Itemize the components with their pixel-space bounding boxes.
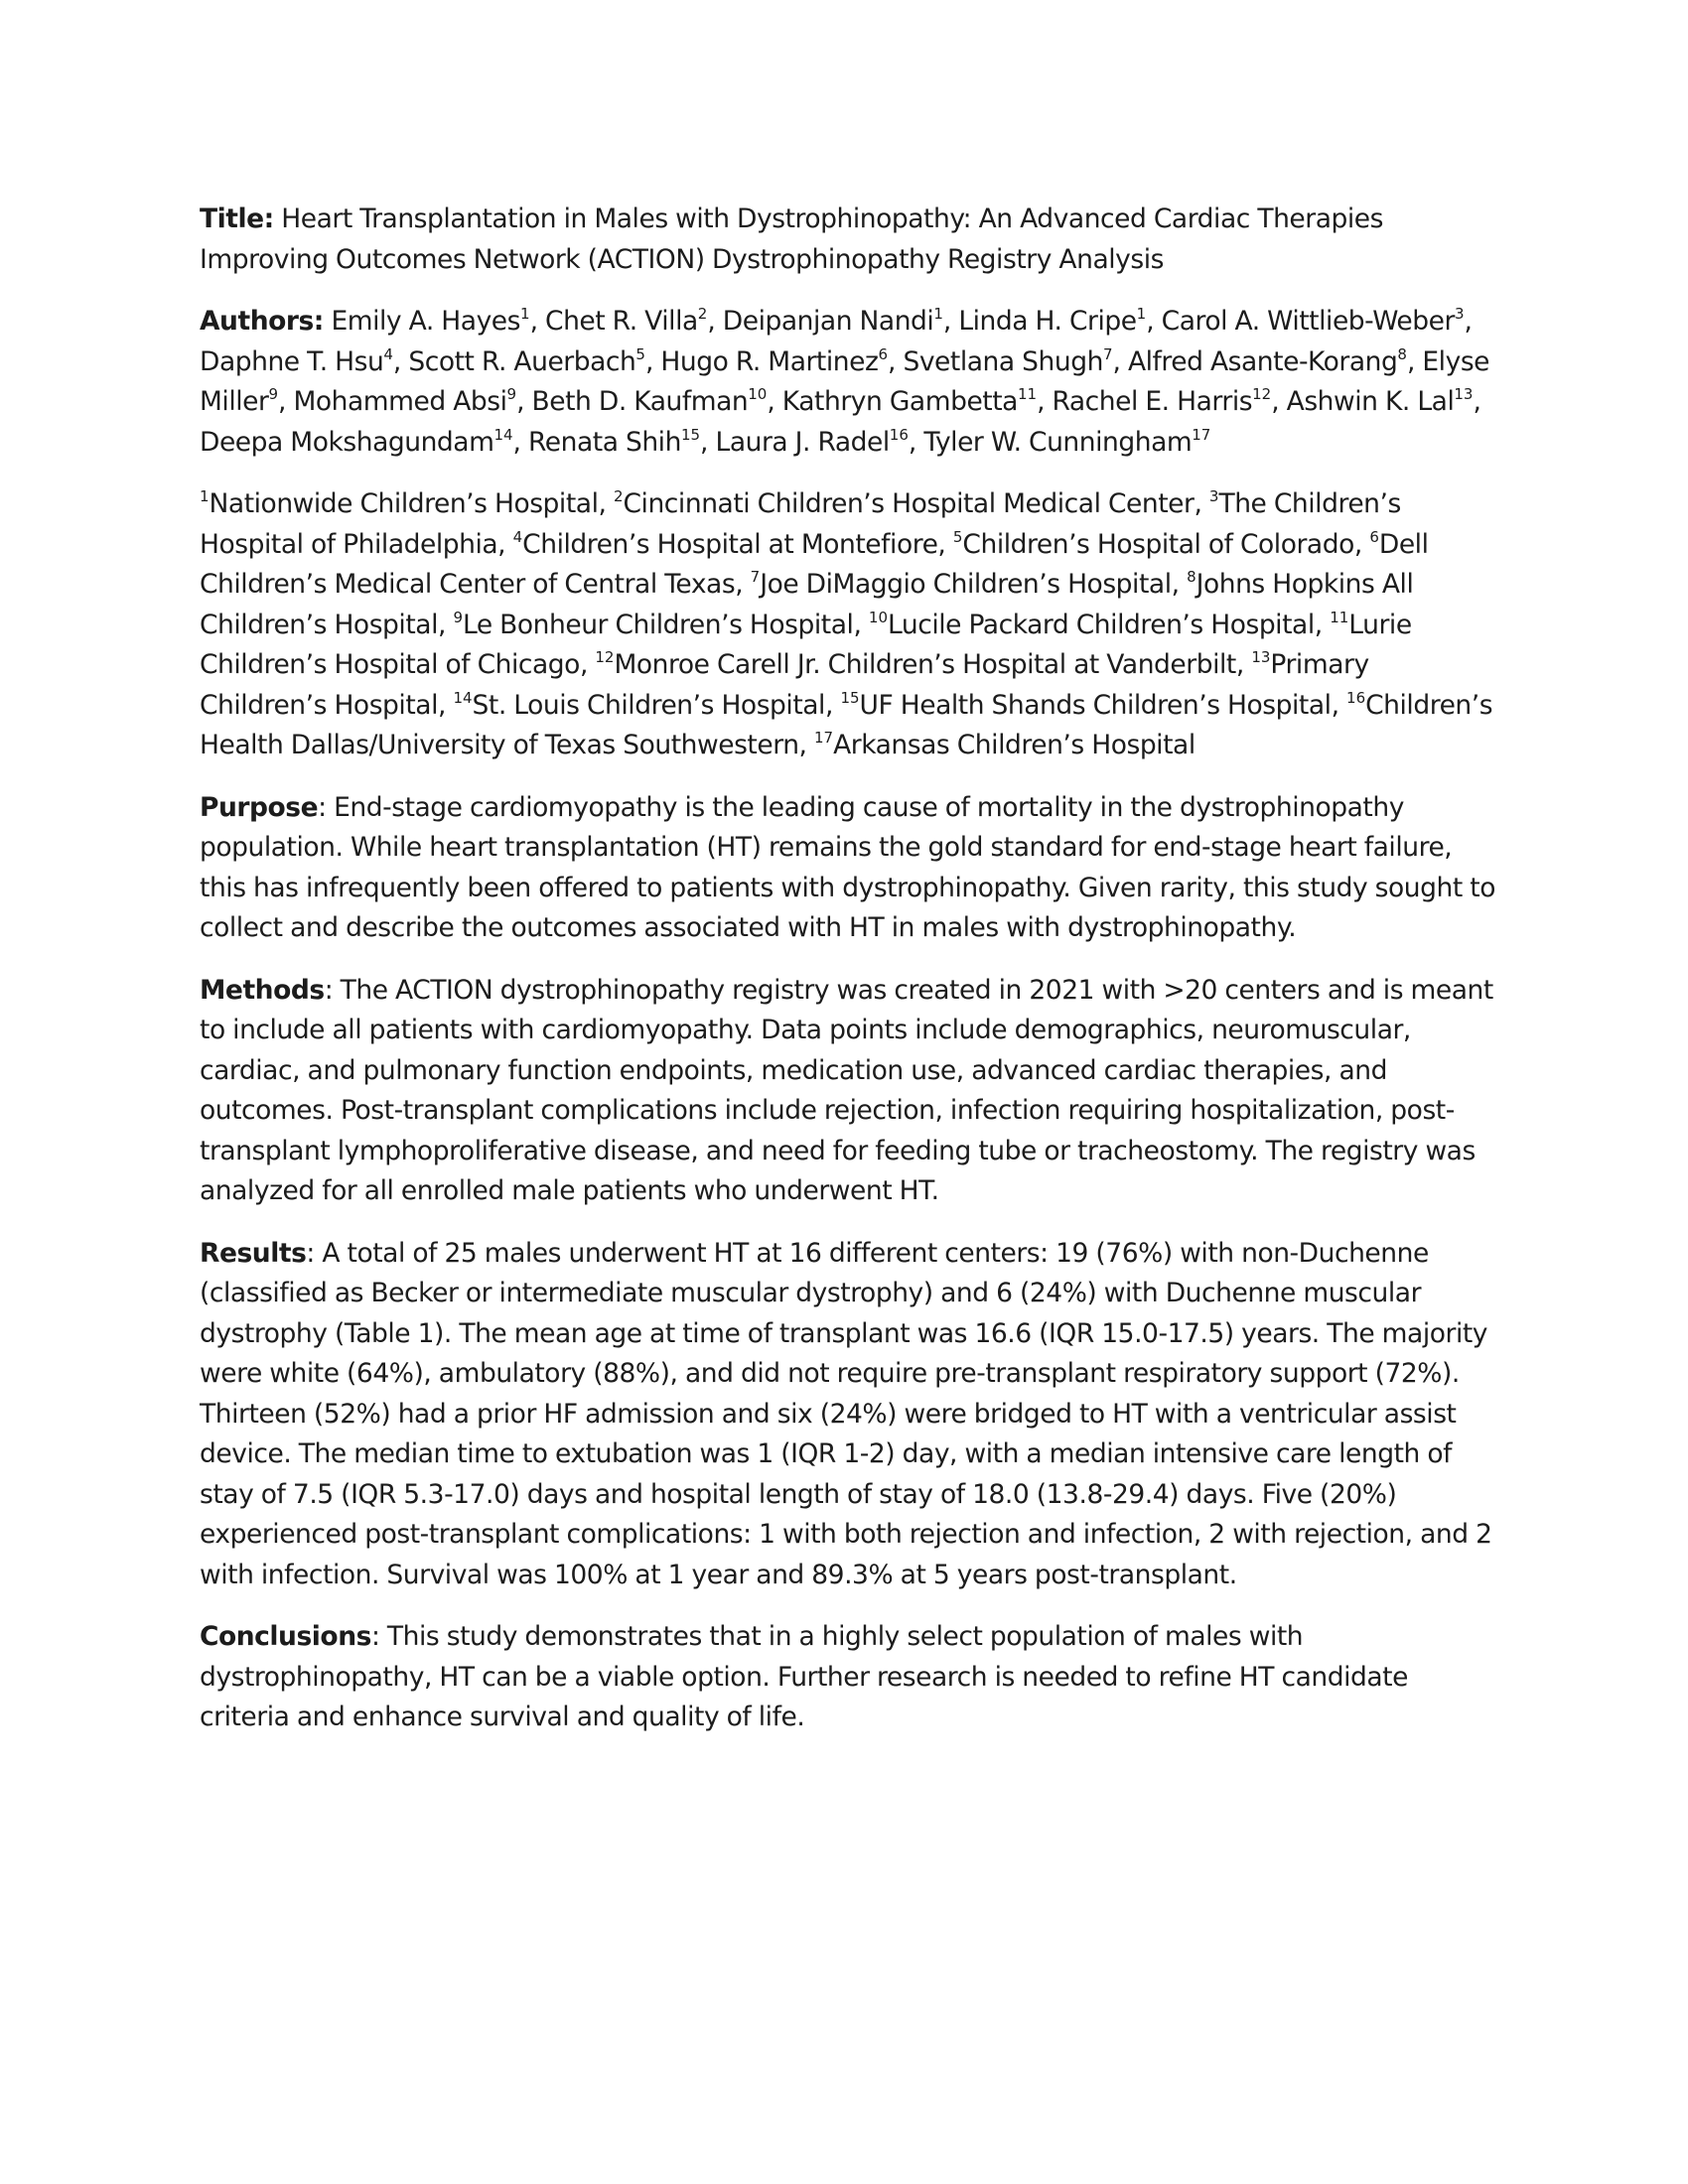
author-affiliation-number: 2 [697, 305, 708, 323]
authors-label: Authors: [200, 306, 324, 337]
authors-list: Emily A. Hayes$^1$, Chet R. Villa$^2$, Deipanjan Nandi$^1$, Linda H. Cripe$^1$, Carol A. Wittlieb-Weber$^3$, Daphne T. Hsu$^4$, Scott R. Auerbach$^5$, Hugo R. Martinez$^6$, Svetlana Shugh$^7$, Alfred Asante-Korang$^8$, Elyse Miller$^9$, Mohammed Absi$^9$, Beth D. Kaufman$^{10}$, Kathryn Gambetta$^{11}$, Rachel E. Harris$^{12}$, Ashwin K. Lal$^{13}$, Deepa Mokshagundam$^{14}$, Renata Shih$^{15}$, Laura J. Radel$^{16}$, Tyler W. Cunningham$^{17}$ [200, 305, 1490, 458]
affiliation-number: 3 [1208, 487, 1219, 505]
affiliation-number: 10 [868, 608, 888, 626]
conclusions-label: Conclusions [200, 1621, 371, 1652]
purpose-text: End-stage cardiomyopathy is the leading cause of mortality in the dystrophinopathy population. While heart transplantation (HT) remains the gold standard for end-stage heart failure, this has infrequently been offered to patients with dystrophinopathy. Given rarity, this study sought to collect and describe the outcomes associated with HT in males with dystrophinopathy. [200, 791, 1495, 943]
affiliation-name: Lurie Children’s Hospital of Chicago [200, 609, 1412, 680]
author-affiliation-number: 10 [748, 385, 768, 403]
affiliation-name: UF Health Shands Children’s Hospital [859, 689, 1332, 721]
affiliation-name: Arkansas Children’s Hospital [833, 730, 1196, 760]
affiliation-name: Children’s Health Dallas/University of Texas Southwestern [200, 689, 1493, 760]
author-affiliation-number: 12 [1252, 385, 1272, 403]
author-name: Alfred Asante-Korang [1127, 345, 1398, 377]
purpose-label: Purpose [200, 791, 319, 823]
purpose-section: Purpose: End-stage cardiomyopathy is the leading cause of mortality in the dystrophinopathy population. While heart transplantation (HT) remains the gold standard for end-stage heart failure, this has infrequently been offered to patients with dystrophinopathy. Given rarity, this study sought to collect and describe the outcomes associated with HT in males with dystrophinopathy. [200, 791, 1495, 943]
author-affiliation-number: 3 [1454, 305, 1465, 323]
title-section [200, 200, 1500, 280]
affiliation-number: 8 [1187, 568, 1196, 586]
author-affiliation-number: 17 [1192, 425, 1211, 444]
methods-text: The ACTION dystrophinopathy registry was created in 2021 with >20 centers and is meant to include all patients with cardiomyopathy. Data points include demographics, neuromuscular, cardiac, and pulmonary function endpoints, medication use, advanced cardiac therapies, and outcomes. Post-transplant complications include rejection, infection requiring hospitalization, post-transplant lymphoproliferative disease, and need for feeding tube or tracheostomy. The registry was analyzed for all enrolled male patients who underwent HT. [200, 974, 1493, 1206]
affiliation-number: 7 [750, 568, 761, 586]
author-affiliation-number: 9 [506, 385, 517, 403]
affiliation-name: Joe DiMaggio Children’s Hospital [760, 569, 1172, 600]
affiliation-number: 12 [595, 648, 615, 666]
affiliation-number: 2 [613, 487, 624, 505]
author-affiliation-number: 4 [383, 344, 393, 363]
affiliation-name: St. Louis Children’s Hospital [472, 689, 825, 721]
affiliation-name: Le Bonheur Children’s Hospital [462, 609, 854, 640]
author-name: Hugo R. Martinez [660, 345, 879, 377]
affiliations-section: $^1$Nationwide Children’s Hospital, $^2$Cincinnati Children’s Hospital Medical Center, $^3$The Children’s Hospital of Philadelphia, $^4$Children’s Hospital at Montefiore, $^5$Children’s Hospital of Colorado, $^6$Dell Children’s Medical Center of Central Texas, $^7$Joe DiMaggio Children’s Hospital, $^8$Johns Hopkins All Children’s Hospital, $^9$Le Bonheur Children’s Hospital, $^{10}$Lucile Packard Children’s Hospital, $^{11}$Lurie Children’s Hospital of Chicago, $^{12}$Monroe Carell Jr. Children’s Hospital at Vanderbilt, $^{13}$Primary Children’s Hospital, $^{14}$St. Louis Children’s Hospital, $^{15}$UF Health Shands Children’s Hospital, $^{16}$Children’s Health Dallas/University of Texas Southwestern, $^{17}$Arkansas Children’s Hospital [200, 487, 1493, 760]
affiliation-number: 5 [952, 527, 963, 546]
title-text: Heart Transplantation in Males with Dystrophinopathy: An Advanced Cardiac Therapies Improving Outcomes Network (ACTION) Dystrophinopathy Registry Analysis [200, 204, 1384, 275]
author-name: Ashwin K. Lal [1286, 386, 1455, 417]
affiliation-number: 11 [1330, 608, 1349, 626]
author-name: Tyler W. Cunningham [923, 426, 1193, 458]
affiliation-number: 15 [840, 688, 860, 707]
results-label: Results [200, 1237, 307, 1269]
author-name: Deepa Mokshagundam [200, 426, 494, 458]
author-name: Elyse Miller [200, 345, 1490, 417]
author-affiliation-number: 6 [878, 344, 888, 363]
author-affiliation-number: 7 [1102, 344, 1113, 363]
methods-label: Methods [200, 974, 325, 1006]
affiliation-name: Nationwide Children’s Hospital [209, 488, 599, 519]
affiliation-name: Johns Hopkins All Children’s Hospital [200, 569, 1414, 640]
affiliation-number: 1 [200, 487, 210, 505]
author-name: Mohammed Absi [293, 386, 507, 417]
author-name: Rachel E. Harris [1052, 386, 1253, 417]
methods-section: Methods: The ACTION dystrophinopathy registry was created in 2021 with >20 centers and is meant to include all patients with cardiomyopathy. Data points include demographics, neuromuscular, cardiac, and pulmonary function endpoints, medication use, advanced cardiac therapies, and outcomes. Post-transplant complications include rejection, infection requiring hospitalization, post-transplant lymphoproliferative disease, and need for feeding tube or tracheostomy. The registry was analyzed for all enrolled male patients who underwent HT. [200, 974, 1493, 1206]
author-affiliation-number: 11 [1017, 385, 1038, 403]
author-name: Chet R. Villa [545, 306, 698, 337]
affiliation-name: Children’s Hospital of Colorado [962, 528, 1354, 560]
affiliation-name: The Children’s Hospital of Philadelphia [200, 488, 1401, 560]
author-name: Renata Shih [528, 426, 681, 458]
author-affiliation-number: 13 [1454, 385, 1474, 403]
affiliation-number: 6 [1369, 527, 1379, 546]
affiliation-name: Lucile Packard Children’s Hospital [888, 609, 1315, 640]
author-affiliation-number: 14 [493, 425, 513, 444]
author-name: Carol A. Wittlieb-Weber [1161, 306, 1455, 337]
author-affiliation-number: 9 [268, 385, 278, 403]
author-affiliation-number: 8 [1397, 344, 1407, 363]
affiliation-number: 17 [814, 729, 834, 747]
author-name: Emily A. Hayes [331, 306, 521, 337]
document-page [200, 200, 1500, 1760]
author-affiliation-number: 1 [1136, 305, 1147, 323]
author-name: Kathryn Gambetta [781, 386, 1018, 417]
affiliation-number: 14 [453, 688, 473, 707]
author-affiliation-number: 1 [520, 305, 530, 323]
affiliation-number: 16 [1346, 688, 1366, 707]
affiliation-number: 4 [512, 527, 523, 546]
affiliation-name: Children’s Hospital at Montefiore [522, 528, 938, 560]
affiliation-name: Monroe Carell Jr. Children’s Hospital at Vanderbilt [614, 649, 1236, 680]
affiliation-number: 13 [1251, 648, 1271, 666]
affiliation-number: 9 [453, 608, 463, 626]
affiliation-name: Primary Children’s Hospital [200, 649, 1369, 721]
author-name: Deipanjan Nandi [722, 306, 934, 337]
results-text: A total of 25 males underwent HT at 16 different centers: 19 (76%) with non-Duchenne (classified as Becker or intermediate muscular dystrophy) and 6 (24%) with Duchenne muscular dystrophy (Table 1). The mean age at time of transplant was 16.6 (IQR 15.0-17.5) years. The majority were white (64%), ambulatory (88%), and did not require pre-transplant respiratory support (72%). Thirteen (52%) had a prior HF admission and six (24%) were bridged to HT with a ventricular assist device. The median time to extubation was 1 (IQR 1-2) day, with a median intensive care length of stay of 7.5 (IQR 5.3-17.0) days and hospital length of stay of 18.0 (13.8-29.4) days. Five (20%) experienced post-transplant complications: 1 with both rejection and infection, 2 with rejection, and 2 with infection. Survival was 100% at 1 year and 89.3% at 5 years post-transplant. [200, 1237, 1492, 1590]
results-section: Results: A total of 25 males underwent HT at 16 different centers: 19 (76%) with non-Duchenne (classified as Becker or intermediate muscular dystrophy) and 6 (24%) with Duchenne muscular dystrophy (Table 1). The mean age at time of transplant was 16.6 (IQR 15.0-17.5) years. The majority were white (64%), ambulatory (88%), and did not require pre-transplant respiratory support (72%). Thirteen (52%) had a prior HF admission and six (24%) were bridged to HT with a ventricular assist device. The median time to extubation was 1 (IQR 1-2) day, with a median intensive care length of stay of 7.5 (IQR 5.3-17.0) days and hospital length of stay of 18.0 (13.8-29.4) days. Five (20%) experienced post-transplant complications: 1 with both rejection and infection, 2 with rejection, and 2 with infection. Survival was 100% at 1 year and 89.3% at 5 years post-transplant. [200, 1237, 1492, 1590]
author-name: Linda H. Cripe [958, 306, 1137, 337]
title-label: Title: [200, 204, 274, 234]
conclusions-text: This study demonstrates that in a highly select population of males with dystrophinopathy, HT can be a viable option. Further research is needed to refine HT candidate criteria and enhance survival and quality of life. [200, 1621, 1408, 1732]
author-affiliation-number: 5 [635, 344, 645, 363]
affiliation-name: Dell Children’s Medical Center of Central Texas [200, 528, 1429, 600]
author-name: Beth D. Kaufman [531, 386, 749, 417]
author-affiliation-number: 1 [933, 305, 943, 323]
author-name: Scott R. Auerbach [408, 345, 636, 377]
author-affiliation-number: 15 [680, 425, 701, 444]
affiliation-name: Cincinnati Children’s Hospital Medical Center [623, 488, 1195, 519]
authors-section [200, 302, 1500, 463]
author-name: Svetlana Shugh [903, 345, 1103, 377]
author-name: Laura J. Radel [715, 426, 890, 458]
conclusions-section: Conclusions: This study demonstrates that in a highly select population of males with dystrophinopathy, HT can be a viable option. Further research is needed to refine HT candidate criteria and enhance survival and quality of life. [200, 1621, 1408, 1732]
author-name: Daphne T. Hsu [200, 345, 384, 377]
author-affiliation-number: 16 [889, 425, 909, 444]
